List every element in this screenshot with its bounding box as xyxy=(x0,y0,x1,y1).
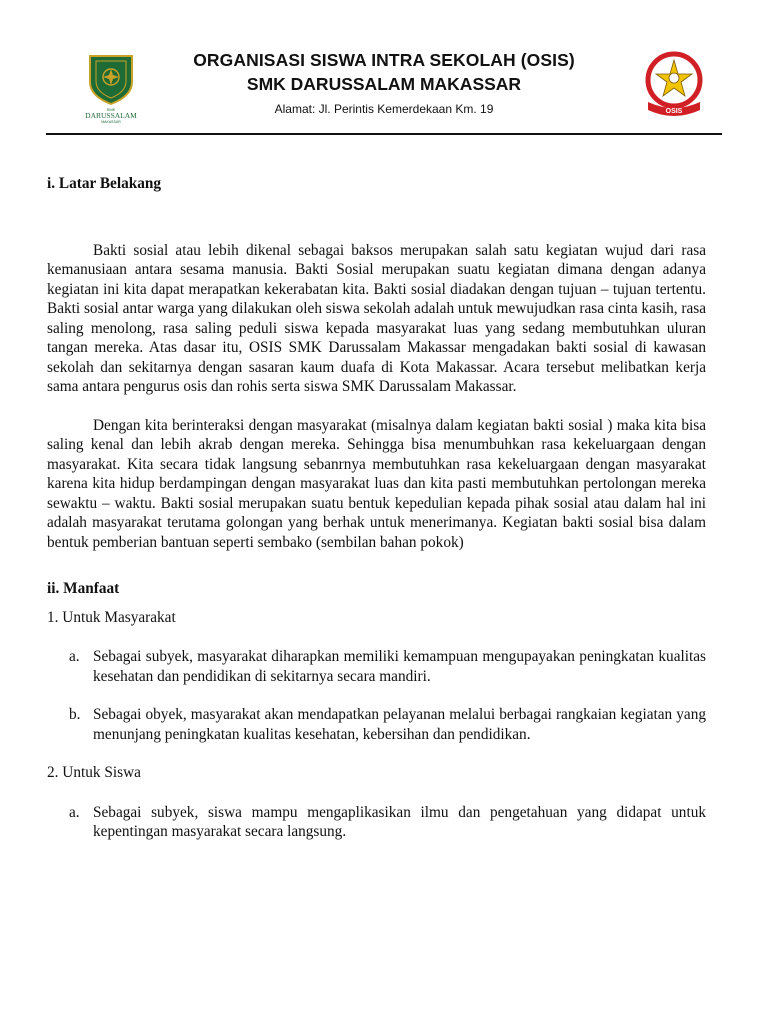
list-item-text: Sebagai obyek, masyarakat akan mendapatkan pelayanan melalui berbagai rangkaian kegiatan yang menunjang peningkatan kualitas kesehatan, kebersihan dan pendidikan. xyxy=(93,706,706,743)
school-name: SMK DARUSSALAM MAKASSAR xyxy=(246,74,522,94)
list-item-text: Sebagai subyek, siswa mampu mengaplikasikan ilmu dan pengetahuan yang didapat untuk kepentingan masyarakat secara langsung. xyxy=(93,803,706,840)
list-item-text: Sebagai subyek, masyarakat diharapkan memiliki kemampuan mengupayakan peningkatan kualitas kesehatan dan pendidikan di sekitarnya secara mandiri. xyxy=(93,648,706,685)
letterhead-title-block xyxy=(156,48,612,118)
osis-emblem-text: OSIS xyxy=(665,108,683,115)
crest-text-sub: MAKASSAR xyxy=(101,120,121,124)
list-item-siswa-a xyxy=(47,803,706,842)
list-heading-masyarakat: 1. Untuk Masyarakat xyxy=(47,608,176,626)
list-marker: b. xyxy=(69,706,81,723)
section-title-manfaat: ii. Manfaat xyxy=(47,580,120,597)
osis-emblem-icon xyxy=(638,48,710,120)
crest-text-top: SMK xyxy=(106,107,116,112)
letterhead xyxy=(46,40,722,135)
list-heading-siswa: 2. Untuk Siswa xyxy=(47,764,141,781)
crest-text-main: DARUSSALAM xyxy=(85,111,137,120)
list-marker: a. xyxy=(69,803,80,821)
list-marker: a. xyxy=(69,648,80,665)
paragraph-latar-belakang-2: Dengan kita berinteraksi dengan masyarakat (misalnya dalam kegiatan bakti sosial ) maka kita bisa saling kenal dan lebih akrab dengan mereka. Sehingga bisa menumbuhkan rasa kekeluargaan dengan masyarakat. Kita secara tidak langsung sebanrnya membutuhkan rasa kekeluargaan dengan masyarakat karena kita hidup berdampingan dengan masyarakat luas dan kita pasti membutuhkan pertolongan mereka sewaktu – waktu. Bakti sosial merupakan suatu bentuk kepedulian kepada pihak sosial atau dalam hal ini adalah masyarakat terutama golongan yang berhak untuk menerimanya. Kegiatan bakti sosial bisa dalam bentuk pemberian bantuan seperti sembako (sembilan bahan pokok) xyxy=(47,416,706,551)
school-crest-icon xyxy=(76,52,146,124)
school-crest-logo xyxy=(76,52,146,124)
paragraph-latar-belakang-1: Bakti sosial atau lebih dikenal sebagai baksos merupakan salah satu kegiatan wujud dari rasa kemanusiaan antara sesama manusia. Bakti Sosial merupakan suatu kegiatan dimana dengan adanya kegiatan ini kita dapat merapatkan kekerabatan kita. Bakti sosial diadakan dengan tujuan – tujuan tertentu. Bakti sosial antar warga yang dilakukan oleh siswa sekolah adalah untuk mewujudkan rasa cinta kasih, rasa saling menolong, rasa saling peduli siswa kepada masyarakat luas yang sedang membutuhkan uluran tangan mereka. Atas dasar itu, OSIS SMK Darussalam Makassar mengadakan bakti sosial di kawasan sekolah dan sekitarnya dengan sasaran kaum duafa di Kota Makassar. Acara tersebut melibatkan kerja sama antara pengurus osis dan rohis serta siswa SMK Darussalam Makassar. xyxy=(47,241,706,395)
list-item-masyarakat-a xyxy=(47,647,706,686)
document-body xyxy=(47,174,706,842)
section-title-latar-belakang: i. Latar Belakang xyxy=(47,175,162,192)
list-item-masyarakat-b xyxy=(47,705,706,744)
organization-name: ORGANISASI SISWA INTRA SEKOLAH (OSIS) xyxy=(193,50,575,70)
osis-emblem-logo xyxy=(638,48,710,120)
school-address: Alamat: Jl. Perintis Kemerdekaan Km. 19 xyxy=(274,102,494,116)
letterhead-divider xyxy=(46,133,722,135)
